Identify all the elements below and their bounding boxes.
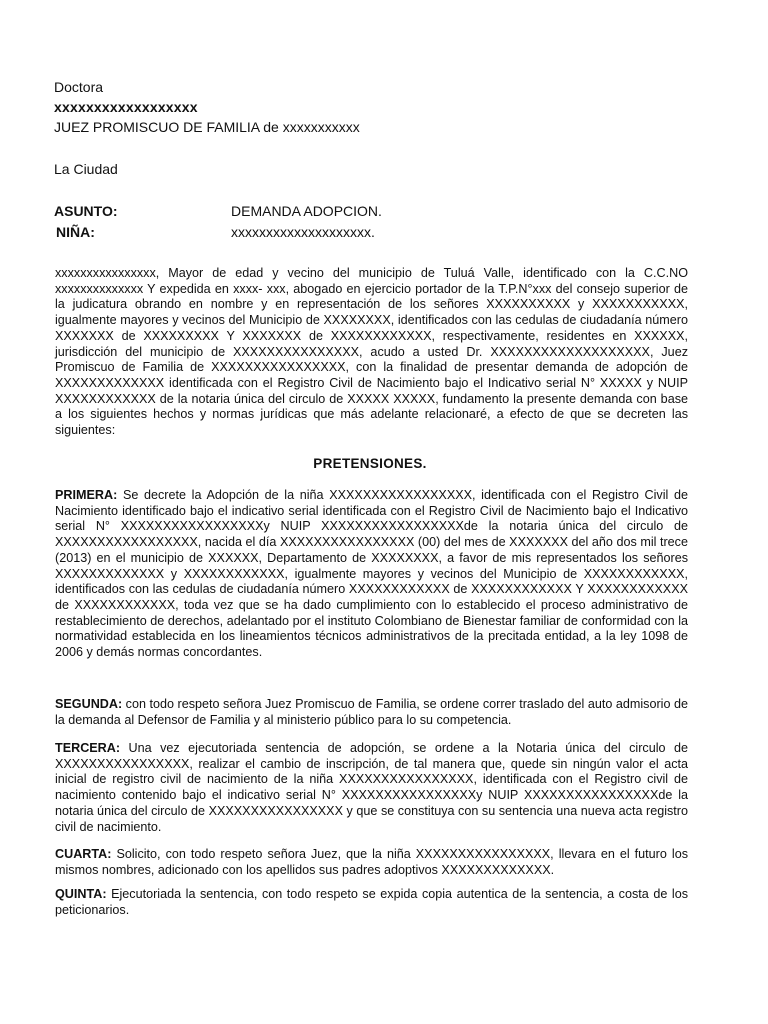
intro-paragraph: xxxxxxxxxxxxxxxx, Mayor de edad y vecino del municipio de Tuluá Valle, identificado con la C.C.NO xxxxxxxxxxxxxx Y expedida en xxxx- xxx, abogado en ejercicio portador de la T.P.N°xxx del consejo superior de la judicatura obrando en nombre y en representación de los señores XXXXXXXXXX y XXXXXXXXXXX, igualmente mayores y vecinos del Municipio de XXXXXXXX, identificados con las cedulas de ciudadanía número XXXXXXX de XXXXXXXXX Y XXXXXXX de XXXXXXXXXXXX, respectivamente, residentes en XXXXXX, jurisdicción del municipio de XXXXXXXXXXXXXXX, acudo a usted Dr. XXXXXXXXXXXXXXXXXXX, Juez Promiscuo de Familia de XXXXXXXXXXXXXXXX, con la finalidad de presentar demanda de adopción de XXXXXXXXXXXXX identificada con el Registro Civil de Nacimiento bajo el Indicativo serial N° XXXXX y NUIP XXXXXXXXXXXX de la notaria única del circulo de XXXXX XXXXX, fundamento la presente demanda con base a los siguientes hechos y normas jurídicas que más adelante relacionaré, a efecto de que se decreten las siguientes: bbox=[55, 266, 688, 438]
clause-tercera bbox=[55, 741, 688, 835]
clause-label: SEGUNDA: bbox=[55, 697, 123, 711]
clause-text: Ejecutoriada la sentencia, con todo respeto se expida copia autentica de la sentencia, a costa de los peticionarios. bbox=[55, 887, 688, 917]
clause-quinta bbox=[55, 887, 688, 918]
salutation: Doctora bbox=[54, 79, 104, 95]
clause-text: Una vez ejecutoriada sentencia de adopción, se ordene a la Notaria única del circulo de XXXXXXXXXXXXXXXX, realizar el cambio de inscripción, de tal manera que, quede sin ningún valor el acta inicial de registro civil de nacimiento de la niña XXXXXXXXXXXXXXXX, identificada con el Registro civil de nacimiento contenido bajo el indicativo serial N° XXXXXXXXXXXXXXXXy NUIP XXXXXXXXXXXXXXXXde la notaria única del circulo de XXXXXXXXXXXXXXXX y que se constituya con su sentencia una nueva acta registro civil de nacimiento. bbox=[55, 741, 688, 834]
clause-label: QUINTA: bbox=[55, 887, 107, 901]
child-row bbox=[54, 222, 375, 242]
addressee-block bbox=[54, 77, 714, 137]
subject-value: DEMANDA ADOPCION. bbox=[231, 203, 382, 219]
child-label: NIÑA: bbox=[56, 224, 95, 240]
subject-row bbox=[54, 201, 382, 221]
city-line: La Ciudad bbox=[54, 161, 118, 177]
clause-primera bbox=[55, 488, 688, 661]
clause-text: con todo respeto señora Juez Promiscuo de Familia, se ordene correr traslado del auto admisorio de la demanda al Defensor de Familia y al ministerio público para lo su competencia. bbox=[55, 697, 688, 727]
clause-text: Solicito, con todo respeto señora Juez, que la niña XXXXXXXXXXXXXXXX, llevara en el futuro los mismos nombres, adicionado con los apellidos sus padres adoptivos XXXXXXXXXXXXX. bbox=[55, 847, 688, 877]
clause-cuarta bbox=[55, 847, 688, 878]
child-value: xxxxxxxxxxxxxxxxxxxx. bbox=[231, 224, 375, 240]
clause-label: TERCERA: bbox=[55, 741, 121, 755]
clause-label: PRIMERA: bbox=[55, 488, 118, 502]
pretensiones-heading: PRETENSIONES. bbox=[313, 456, 427, 471]
clause-text: Se decrete la Adopción de la niña XXXXXXXXXXXXXXXXX, identificada con el Registro Civil de Nacimiento identificado bajo el indicativo serial identificada con el Registro Civil de Nacimiento bajo el Indicativo serial N° XXXXXXXXXXXXXXXXXy NUIP XXXXXXXXXXXXXXXXXde la notaria única del circulo de XXXXXXXXXXXXXXXXX, nacida el día XXXXXXXXXXXXXXXX (00) del mes de XXXXXXX del año dos mil trece (2013) en el municipio de XXXXXX, Departamento de XXXXXXXX, a favor de mis representados los señores XXXXXXXXXXXXX y XXXXXXXXXXXX, igualmente mayores y vecinos del Municipio de XXXXXXXXXXXX, identificados con las cedulas de ciudadanía número XXXXXXXXXXXX de XXXXXXXXXXXX Y XXXXXXXXXXXX de XXXXXXXXXXXX, toda vez que se ha dado cumplimiento con lo establecido el proceso administrativo de restablecimiento de derechos, adelantado por el instituto Colombiano de Bienestar familiar de conformidad con la normatividad establecida en los lineamientos técnicos administrativos de la precitada entidad, a la ley 1098 de 2006 y demás normas concordantes. bbox=[55, 488, 688, 660]
clause-label: CUARTA: bbox=[55, 847, 112, 861]
addressee-name: xxxxxxxxxxxxxxxxxx bbox=[54, 99, 198, 115]
subject-label: ASUNTO: bbox=[54, 203, 118, 219]
court-name: JUEZ PROMISCUO DE FAMILIA de xxxxxxxxxxx bbox=[54, 119, 360, 135]
clause-segunda bbox=[55, 697, 688, 728]
